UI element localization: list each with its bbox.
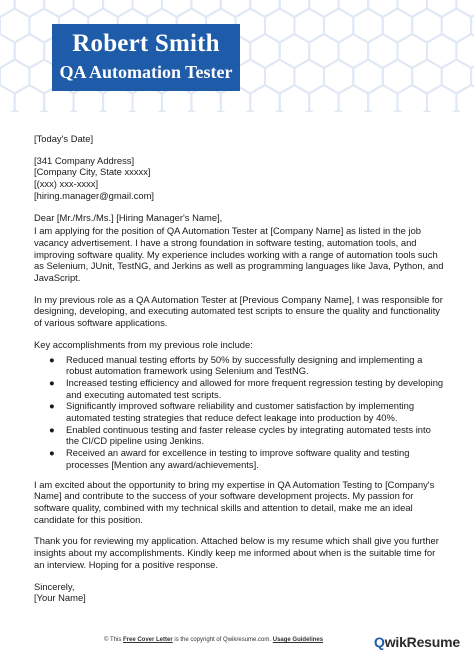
company-phone: [(xxx) xxx-xxxx] (34, 178, 99, 190)
hexagon-shape (0, 85, 15, 112)
company-address: [341 Company Address] (34, 154, 135, 166)
hexagon-shape (339, 0, 369, 17)
hexagon-shape (221, 0, 251, 17)
bullet-icon: ● (49, 423, 55, 435)
hexagon-shape (398, 0, 428, 17)
hexagon-shape (368, 0, 397, 17)
hexagon-shape (29, 111, 59, 113)
hexagon-shape (309, 85, 338, 112)
hexagon-shape (88, 111, 118, 113)
hexagon-shape (412, 111, 442, 113)
list-item (34, 424, 444, 447)
footer-text-middle: is the copyright of Qwikresume.com. (174, 637, 272, 643)
hexagon-shape (456, 34, 474, 68)
hexagon-shape (309, 0, 338, 17)
candidate-name: Robert Smith (72, 30, 220, 57)
hexagon-shape (191, 0, 220, 17)
hexagon-shape (353, 111, 383, 113)
hexagon-shape (236, 111, 265, 113)
excitement-paragraph: I am excited about the opportunity to bring my expertise in QA Automation Testing to [Company's Name] and contribute to the success of your software development projects. My passion for software quality, combined with my technical skills and attention to detail, make me an ideal candidate for this position. (34, 478, 435, 525)
hexagon-shape (265, 111, 294, 113)
previous-role-paragraph: In my previous role as a QA Automation Tester at [Previous Company Name], I was responsible for designing, developing, and executing automated test scripts to ensure the quality and functionality of various software applications. (34, 293, 443, 329)
accomplishments-list (34, 354, 444, 471)
hexagon-shape (339, 85, 369, 112)
letter-body (34, 133, 444, 604)
copyright-notice (104, 637, 323, 643)
hexagon-shape (427, 85, 456, 112)
hexagon-shape (280, 0, 310, 17)
footer-text-this: This (109, 637, 122, 643)
list-item-text: Received an award for excellence in testing to improve software quality and testing processes [Mention any award/achievements]. (66, 447, 410, 470)
hexagon-shape (133, 0, 162, 17)
hexagon-shape (0, 0, 15, 17)
accomplishments-intro: Key accomplishments from my previous role include: (34, 338, 253, 350)
copyright-symbol: © (104, 637, 109, 643)
bullet-icon: ● (49, 353, 55, 365)
hexagon-shape (15, 0, 45, 17)
list-item-text: Reduced manual testing efforts by 50% by successfully designing and implementing a robust automation framework using Selenium and TestNG. (66, 353, 423, 377)
free-cover-letter-link[interactable]: Free Cover Letter (123, 637, 173, 643)
hexagon-shape (294, 111, 324, 113)
thank-you-paragraph: Thank you for reviewing my application. Attached below is my resume which shall give you further insights about my accomplishments. Kindly keep me informed about when is the suitable time for an interview. Hoping for a positive response. (34, 535, 439, 570)
company-city: [Company City, State xxxxx] (34, 166, 151, 178)
job-title: QA Automation Tester (59, 62, 233, 82)
hexagon-shape (59, 111, 88, 113)
hexagon-shape (280, 85, 310, 112)
date-line: [Today's Date] (34, 133, 94, 144)
hexagon-shape (250, 85, 279, 112)
hexagon-shape (456, 85, 474, 112)
list-item-text: Increased testing efficiency and allowed for more frequent regression testing by developing and executing automated test scripts. (66, 376, 444, 400)
bullet-icon: ● (49, 400, 55, 412)
hexagon-shape (442, 111, 471, 113)
hexagon-shape (206, 111, 236, 113)
salutation: Dear [Mr./Mrs./Ms.] [Hiring Manager's Name], (34, 211, 223, 223)
list-item (34, 400, 444, 423)
hexagon-shape (368, 85, 397, 112)
sign-off: Sincerely, (34, 580, 75, 592)
hexagon-shape (74, 0, 104, 17)
hexagon-shape (250, 0, 279, 17)
list-item-text: Enabled continuous testing and faster release cycles by integrating automated tests into the CI/CD pipeline using Jenkins. (66, 423, 431, 447)
hexagon-shape (324, 111, 353, 113)
list-item (34, 354, 444, 377)
company-email: [hiring.manager@gmail.com] (34, 189, 154, 201)
header-band (0, 0, 474, 112)
qwikresume-logo: QwikResume (374, 634, 460, 650)
usage-guidelines-link[interactable]: Usage Guidelines (272, 637, 324, 643)
hexagon-shape (15, 85, 45, 112)
hexagon-shape (44, 0, 73, 17)
hexagon-shape (383, 111, 412, 113)
hexagon-shape (427, 0, 456, 17)
hexagon-shape (118, 111, 147, 113)
list-item (34, 447, 444, 470)
name-banner (52, 24, 240, 91)
list-item-text: Significantly improved software reliability and customer satisfaction by implementing automated testing strategies that reduce defect leakage into production by 40%. (66, 400, 415, 424)
bullet-icon: ● (49, 376, 55, 388)
hexagon-shape (147, 111, 177, 113)
hexagon-shape (103, 0, 132, 17)
hexagon-shape (162, 0, 192, 17)
recipient-address (34, 155, 444, 202)
hexagon-shape (177, 111, 206, 113)
list-item (34, 377, 444, 400)
intro-paragraph: I am applying for the position of QA Automation Tester at [Company Name] as listed in the job vacancy advertisement. I have a strong foundation in software testing, automation tools, and improving software quality. My experience includes working with a range of automation tools such as Selenium, JUnit, TestNG, and Jerkins as well as programming languages like Java, Python, and JavaScript. (34, 225, 444, 284)
hexagon-shape (398, 85, 428, 112)
hexagon-shape (0, 111, 29, 113)
bullet-icon: ● (49, 447, 55, 459)
signature-name: [Your Name] (34, 592, 86, 604)
footer (0, 630, 474, 670)
